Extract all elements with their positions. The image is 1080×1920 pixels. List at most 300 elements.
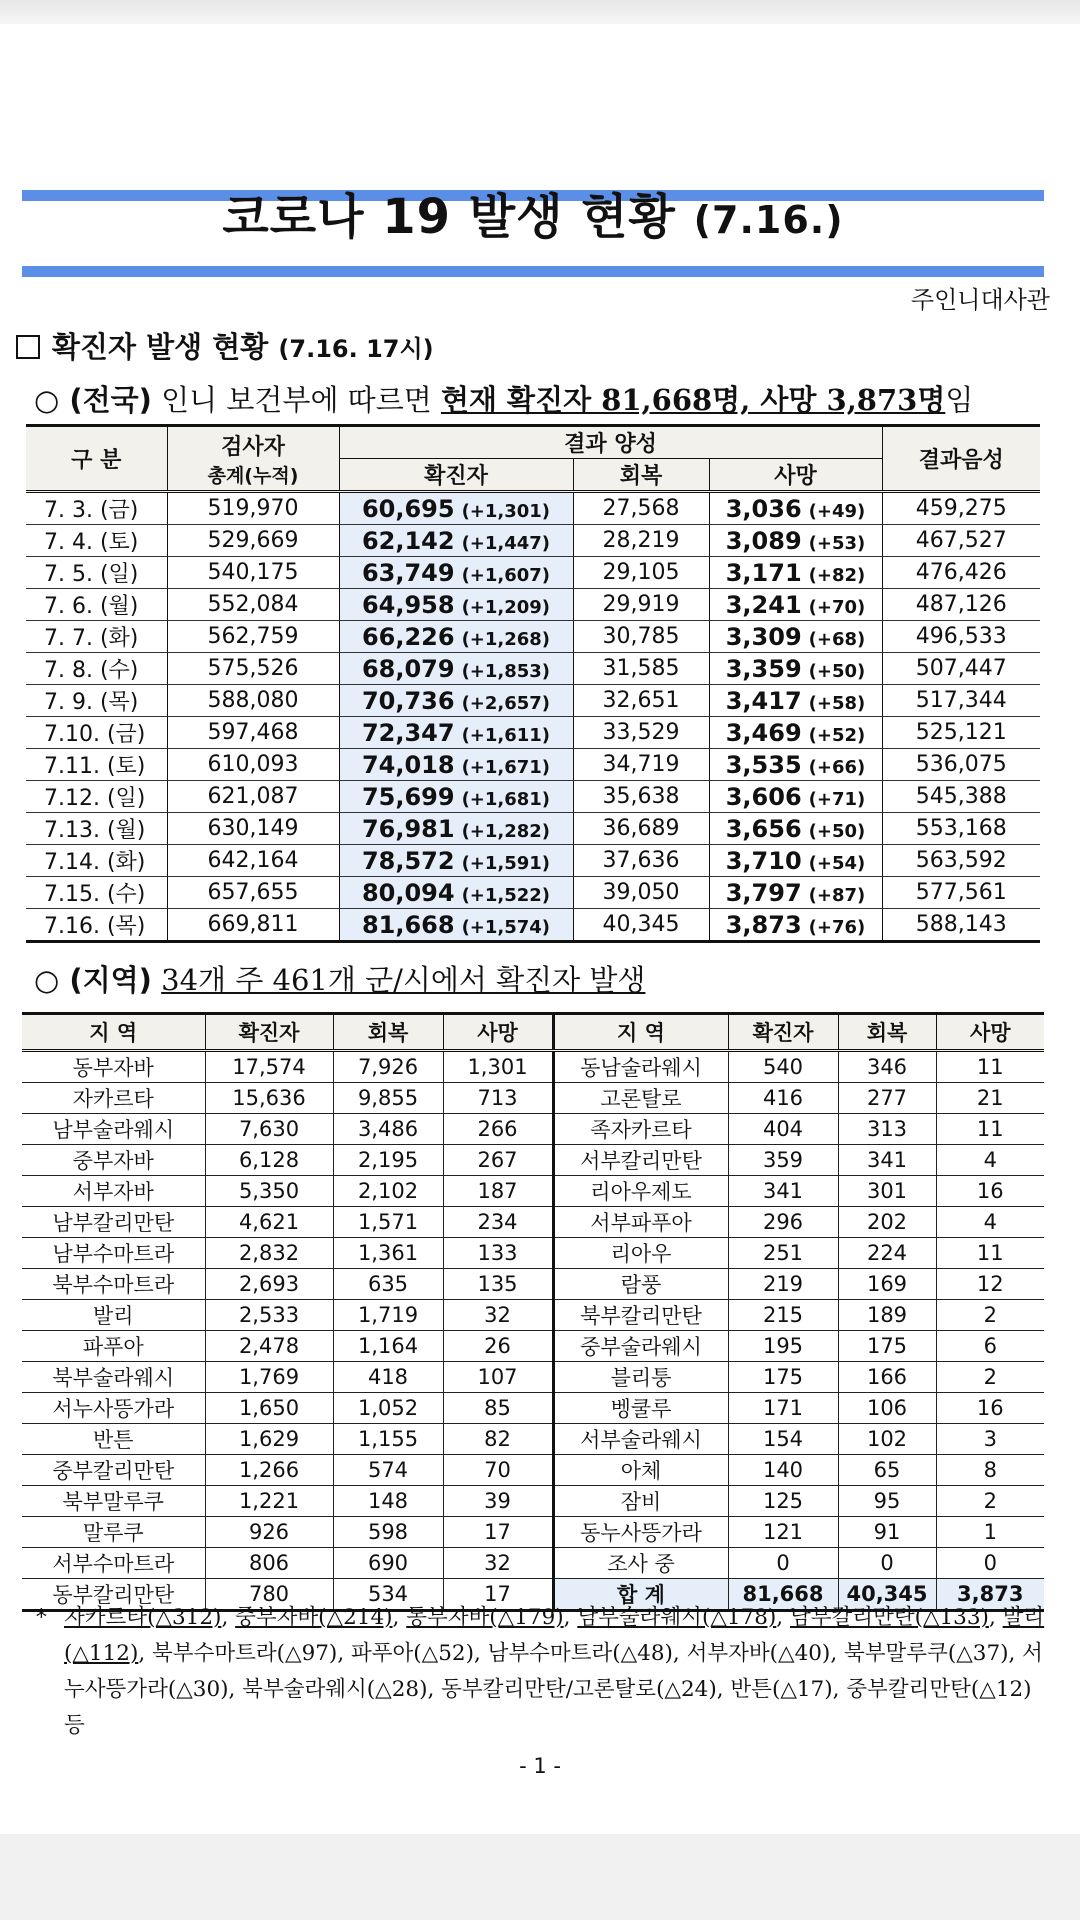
cell-recovered-right: 102 [838,1424,936,1455]
page-title [22,178,1044,247]
row-death [709,525,882,557]
cell-region-right: 서부술라웨시 [553,1424,728,1455]
cell-confirmed-left: 2,832 [205,1238,333,1269]
cell-recovered-left: 635 [333,1269,443,1300]
row-tested: 657,655 [167,877,339,909]
cell-region-right: 족자카르타 [553,1114,728,1145]
death-increase: (+66) [808,756,866,778]
death-value: 3,469 [725,718,802,747]
cell-recovered-right: 277 [838,1083,936,1114]
cell-recovered-right: 166 [838,1362,936,1393]
cell-recovered-left: 9,855 [333,1083,443,1114]
row-tested: 529,669 [167,525,339,557]
title-bottom-rule [22,266,1044,277]
footnote-item: 동부자바(△179) [406,1605,564,1630]
cell-death-left: 133 [443,1238,553,1269]
cell-region-left: 북부술라웨시 [22,1362,205,1393]
row-negative: 536,075 [882,749,1040,781]
section-heading-time: (7.16. 17시) [278,335,434,363]
cell-death-left: 82 [443,1424,553,1455]
cell-confirmed-right: 121 [728,1517,838,1548]
cell-confirmed-left: 1,650 [205,1393,333,1424]
death-increase: (+68) [808,628,866,650]
row-recovered: 39,050 [573,877,709,909]
row-death [709,813,882,845]
header-death-right: 사망 [936,1014,1044,1051]
death-increase: (+70) [808,596,866,618]
row-tested: 597,468 [167,717,339,749]
cell-death-left: 39 [443,1486,553,1517]
row-negative: 507,447 [882,653,1040,685]
cell-region-left: 발리 [22,1300,205,1331]
row-confirmed [339,909,573,942]
row-negative: 487,126 [882,589,1040,621]
cell-confirmed-right: 154 [728,1424,838,1455]
row-tested: 575,526 [167,653,339,685]
cell-recovered-right: 301 [838,1176,936,1207]
cell-region-right: 조사 중 [553,1548,728,1579]
header-region-right: 지 역 [553,1014,728,1051]
confirmed-value: 78,572 [361,846,455,875]
row-negative: 553,168 [882,813,1040,845]
row-recovered: 37,636 [573,845,709,877]
table-row [26,653,1040,685]
row-recovered: 32,651 [573,685,709,717]
death-increase: (+71) [808,788,866,810]
row-recovered: 31,585 [573,653,709,685]
row-negative: 588,143 [882,909,1040,942]
row-date: 7.14. (화) [26,845,167,877]
row-negative: 496,533 [882,621,1040,653]
cell-region-left: 중부칼리만탄 [22,1455,205,1486]
cell-death-left: 266 [443,1114,553,1145]
cell-confirmed-right: 341 [728,1176,838,1207]
header-tested-bottom: 총계(누적) [207,464,299,487]
cell-confirmed-left: 2,693 [205,1269,333,1300]
cell-recovered-right: 224 [838,1238,936,1269]
row-confirmed [339,877,573,909]
cell-confirmed-right: 125 [728,1486,838,1517]
cell-region-right: 리아우제도 [553,1176,728,1207]
footnote-item: 남부칼리만탄(△133) [789,1605,989,1630]
header-death-left: 사망 [443,1014,553,1051]
confirmed-increase: (+1,681) [461,788,551,810]
confirmed-value: 74,018 [361,750,455,779]
cell-death-left: 107 [443,1362,553,1393]
cell-region-left: 북부말루쿠 [22,1486,205,1517]
header-death: 사망 [709,459,882,492]
footnote-item: 자카르타(△312) [64,1605,222,1630]
confirmed-value: 70,736 [361,686,455,715]
cell-death-left: 32 [443,1300,553,1331]
cell-region-right: 아체 [553,1455,728,1486]
row-recovered: 28,219 [573,525,709,557]
header-negative: 결과음성 [882,426,1040,492]
cell-recovered-right: 106 [838,1393,936,1424]
table-row [22,1176,1044,1207]
row-recovered: 27,568 [573,492,709,525]
row-date: 7. 9. (목) [26,685,167,717]
cell-region-left: 반튼 [22,1424,205,1455]
cell-recovered-right: 202 [838,1207,936,1238]
death-increase: (+50) [808,820,866,842]
death-increase: (+87) [808,884,866,906]
cell-region-left: 동부자바 [22,1051,205,1083]
cell-confirmed-left: 6,128 [205,1145,333,1176]
death-increase: (+49) [808,500,866,522]
row-confirmed [339,621,573,653]
footnote-item: 발리(△112) [64,1605,1045,1666]
cell-recovered-left: 3,486 [333,1114,443,1145]
national-table [26,424,1040,943]
row-tested: 519,970 [167,492,339,525]
row-recovered: 29,919 [573,589,709,621]
cell-confirmed-right: 175 [728,1362,838,1393]
footnote-rest: 북부수마트라(△97), 파푸아(△52), 남부수마트라(△48), 서부자바(△40), 북부말루쿠(△37), 서누사뜽가라(△30), 북부술라웨시(△28), 동부칼리만탄/고론탈로(△24), 반튼(△17), 중부칼리만탄(△12) 등 [64,1641,1043,1738]
death-increase: (+82) [808,564,866,586]
death-value: 3,606 [725,782,802,811]
cell-death-left: 135 [443,1269,553,1300]
table-row [26,877,1040,909]
row-date: 7.11. (토) [26,749,167,781]
row-date: 7.16. (목) [26,909,167,942]
section-heading-text: 확진자 발생 현황 [52,330,269,364]
national-highlight: 현재 확진자 81,668명, 사망 3,873명 [440,383,946,417]
row-negative: 525,121 [882,717,1040,749]
section-heading [16,325,434,366]
row-recovered: 33,529 [573,717,709,749]
row-date: 7.15. (수) [26,877,167,909]
table-row [26,492,1040,525]
row-confirmed [339,492,573,525]
header-confirmed: 확진자 [339,459,573,492]
cell-death-right: 16 [936,1176,1044,1207]
row-death [709,557,882,589]
cell-recovered-right: 341 [838,1145,936,1176]
cell-confirmed-left: 1,769 [205,1362,333,1393]
cell-region-right: 람풍 [553,1269,728,1300]
cell-death-right: 4 [936,1145,1044,1176]
row-tested: 621,087 [167,781,339,813]
cell-confirmed-right: 359 [728,1145,838,1176]
confirmed-increase: (+1,209) [461,596,551,618]
cell-recovered-left: 1,361 [333,1238,443,1269]
death-value: 3,241 [725,590,802,619]
header-tested-top: 검사자 [221,434,285,460]
cell-death-right: 2 [936,1300,1044,1331]
cell-recovered-left: 1,052 [333,1393,443,1424]
row-tested: 562,759 [167,621,339,653]
footnote-item: 중부자바(△214) [235,1605,393,1630]
cell-confirmed-right: 171 [728,1393,838,1424]
table-row [26,621,1040,653]
confirmed-increase: (+1,607) [461,564,551,586]
cell-region-right: 잠비 [553,1486,728,1517]
row-death [709,492,882,525]
table-row [22,1114,1044,1145]
row-death [709,621,882,653]
row-death [709,781,882,813]
header-recovered: 회복 [573,459,709,492]
table-row [22,1207,1044,1238]
death-value: 3,710 [725,846,802,875]
footnote [36,1600,1056,1744]
cell-recovered-right: 91 [838,1517,936,1548]
cell-death-left: 17 [443,1517,553,1548]
cell-region-right: 벵쿨루 [553,1393,728,1424]
confirmed-increase: (+1,853) [461,660,551,682]
cell-confirmed-right: 296 [728,1207,838,1238]
confirmed-increase: (+1,671) [461,756,551,778]
death-increase: (+76) [808,916,866,938]
cell-recovered-right: 169 [838,1269,936,1300]
row-confirmed [339,557,573,589]
cell-confirmed-left: 1,266 [205,1455,333,1486]
cell-recovered-left: 148 [333,1486,443,1517]
cell-death-left: 26 [443,1331,553,1362]
national-summary [34,378,973,419]
row-tested: 552,084 [167,589,339,621]
death-increase: (+54) [808,852,866,874]
row-tested: 630,149 [167,813,339,845]
cell-recovered-left: 418 [333,1362,443,1393]
row-date: 7. 6. (월) [26,589,167,621]
row-death [709,717,882,749]
header-recovered-left: 회복 [333,1014,443,1051]
cell-confirmed-left: 7,630 [205,1114,333,1145]
confirmed-value: 68,079 [361,654,455,683]
header-recovered-right: 회복 [838,1014,936,1051]
table-row [22,1331,1044,1362]
row-confirmed [339,717,573,749]
confirmed-increase: (+1,611) [461,724,551,746]
cell-region-left: 중부자바 [22,1145,205,1176]
row-death [709,749,882,781]
cell-confirmed-right: 219 [728,1269,838,1300]
cell-death-right: 11 [936,1238,1044,1269]
table-row [26,909,1040,942]
cell-confirmed-right: 540 [728,1051,838,1083]
death-value: 3,797 [725,878,802,907]
row-negative: 459,275 [882,492,1040,525]
confirmed-value: 72,347 [361,718,455,747]
cell-region-left: 자카르타 [22,1083,205,1114]
table-row [22,1393,1044,1424]
cell-confirmed-right: 404 [728,1114,838,1145]
row-confirmed [339,685,573,717]
row-death [709,845,882,877]
regional-table [22,1012,1044,1612]
cell-death-left: 17 [443,1579,553,1611]
cell-death-right: 11 [936,1051,1044,1083]
row-recovered: 34,719 [573,749,709,781]
row-death [709,877,882,909]
regional-text: 34개 주 461개 군/시에서 확진자 발생 [161,963,646,997]
death-value: 3,873 [725,910,802,939]
cell-death-left: 32 [443,1548,553,1579]
title-date: (7.16.) [693,198,844,242]
cell-confirmed-left: 15,636 [205,1083,333,1114]
header-confirmed-left: 확진자 [205,1014,333,1051]
cell-recovered-left: 2,102 [333,1176,443,1207]
cell-death-right: 0 [936,1548,1044,1579]
cell-region-right: 서부파푸아 [553,1207,728,1238]
row-recovered: 29,105 [573,557,709,589]
table-row [26,845,1040,877]
cell-region-right: 중부술라웨시 [553,1331,728,1362]
cell-confirmed-left: 1,629 [205,1424,333,1455]
cell-death-right: 8 [936,1455,1044,1486]
row-negative: 563,592 [882,845,1040,877]
cell-region-left: 남부술라웨시 [22,1114,205,1145]
regional-prefix: ○ (지역) [34,963,152,997]
confirmed-increase: (+1,282) [461,820,551,842]
death-increase: (+53) [808,532,866,554]
row-death [709,909,882,942]
confirmed-increase: (+1,522) [461,884,551,906]
page-number: - 1 - [519,1754,561,1778]
cell-recovered-right: 175 [838,1331,936,1362]
cell-region-right: 북부칼리만탄 [553,1300,728,1331]
row-confirmed [339,781,573,813]
footnote-star: * [36,1605,47,1630]
title-text: 코로나 19 발생 현황 [222,189,676,245]
table-row [26,749,1040,781]
cell-confirmed-left: 2,533 [205,1300,333,1331]
table-row [22,1145,1044,1176]
table-row [22,1548,1044,1579]
table-row [26,685,1040,717]
cell-region-right: 서부칼리만탄 [553,1145,728,1176]
confirmed-value: 80,094 [361,878,455,907]
row-date: 7. 4. (토) [26,525,167,557]
confirmed-value: 60,695 [361,494,455,523]
row-date: 7. 3. (금) [26,492,167,525]
row-confirmed [339,813,573,845]
confirmed-value: 75,699 [361,782,455,811]
death-increase: (+52) [808,724,866,746]
row-recovered: 40,345 [573,909,709,942]
cell-death-right: 16 [936,1393,1044,1424]
table-row [26,781,1040,813]
cell-confirmed-right: 81,668 [728,1579,838,1611]
cell-region-left: 남부수마트라 [22,1238,205,1269]
row-death [709,685,882,717]
national-text: 인니 보건부에 따르면 [151,383,441,417]
death-value: 3,417 [725,686,802,715]
cell-confirmed-left: 17,574 [205,1051,333,1083]
embassy-label: 주인니대사관 [910,286,1050,314]
cell-death-right: 1 [936,1517,1044,1548]
national-suffix: 임 [945,383,974,417]
confirmed-increase: (+1,591) [461,852,551,874]
row-negative: 577,561 [882,877,1040,909]
cell-region-left: 동부칼리만탄 [22,1579,205,1611]
cell-region-right: 동남술라웨시 [553,1051,728,1083]
cell-recovered-right: 346 [838,1051,936,1083]
cell-death-left: 70 [443,1455,553,1486]
row-date: 7.10. (금) [26,717,167,749]
checkbox-square-icon [16,335,40,359]
cell-recovered-left: 7,926 [333,1051,443,1083]
row-negative: 476,426 [882,557,1040,589]
cell-confirmed-left: 926 [205,1517,333,1548]
header-div: 구 분 [26,426,167,492]
cell-region-right: 고론탈로 [553,1083,728,1114]
cell-recovered-right: 40,345 [838,1579,936,1611]
death-value: 3,359 [725,654,802,683]
cell-death-right: 2 [936,1486,1044,1517]
table-row [26,717,1040,749]
cell-region-left: 서부자바 [22,1176,205,1207]
cell-confirmed-left: 780 [205,1579,333,1611]
table-row [22,1238,1044,1269]
footnote-item: 남부술라웨시(△178) [577,1605,777,1630]
table-row [22,1486,1044,1517]
cell-confirmed-right: 416 [728,1083,838,1114]
confirmed-value: 81,668 [361,910,455,939]
table-row [26,525,1040,557]
row-negative: 467,527 [882,525,1040,557]
row-negative: 517,344 [882,685,1040,717]
row-tested: 642,164 [167,845,339,877]
death-value: 3,535 [725,750,802,779]
cell-region-left: 북부수마트라 [22,1269,205,1300]
cell-recovered-left: 1,164 [333,1331,443,1362]
cell-region-right: 동누사뜽가라 [553,1517,728,1548]
cell-recovered-right: 65 [838,1455,936,1486]
confirmed-value: 63,749 [361,558,455,587]
national-prefix: ○ (전국) [34,383,152,417]
cell-recovered-left: 1,155 [333,1424,443,1455]
cell-death-left: 713 [443,1083,553,1114]
table-row [26,813,1040,845]
header-confirmed-right: 확진자 [728,1014,838,1051]
row-recovered: 30,785 [573,621,709,653]
row-tested: 588,080 [167,685,339,717]
table-row [22,1300,1044,1331]
cell-confirmed-left: 5,350 [205,1176,333,1207]
cell-confirmed-right: 0 [728,1548,838,1579]
confirmed-increase: (+1,574) [461,916,551,938]
death-value: 3,309 [725,622,802,651]
cell-region-right: 리아우 [553,1238,728,1269]
table-row [22,1051,1044,1083]
confirmed-increase: (+2,657) [461,692,551,714]
death-value: 3,089 [725,526,802,555]
row-confirmed [339,845,573,877]
row-confirmed [339,653,573,685]
row-date: 7. 7. (화) [26,621,167,653]
cell-confirmed-right: 140 [728,1455,838,1486]
table-row [22,1269,1044,1300]
confirmed-value: 62,142 [361,526,455,555]
row-recovered: 36,689 [573,813,709,845]
row-negative: 545,388 [882,781,1040,813]
confirmed-value: 64,958 [361,590,455,619]
cell-death-right: 4 [936,1207,1044,1238]
table-row [22,1455,1044,1486]
confirmed-increase: (+1,301) [461,500,551,522]
cell-death-left: 187 [443,1176,553,1207]
row-date: 7. 5. (일) [26,557,167,589]
header-region-left: 지 역 [22,1014,205,1051]
row-tested: 610,093 [167,749,339,781]
row-tested: 540,175 [167,557,339,589]
cell-confirmed-left: 1,221 [205,1486,333,1517]
header-tested [167,426,339,492]
table-row [26,557,1040,589]
